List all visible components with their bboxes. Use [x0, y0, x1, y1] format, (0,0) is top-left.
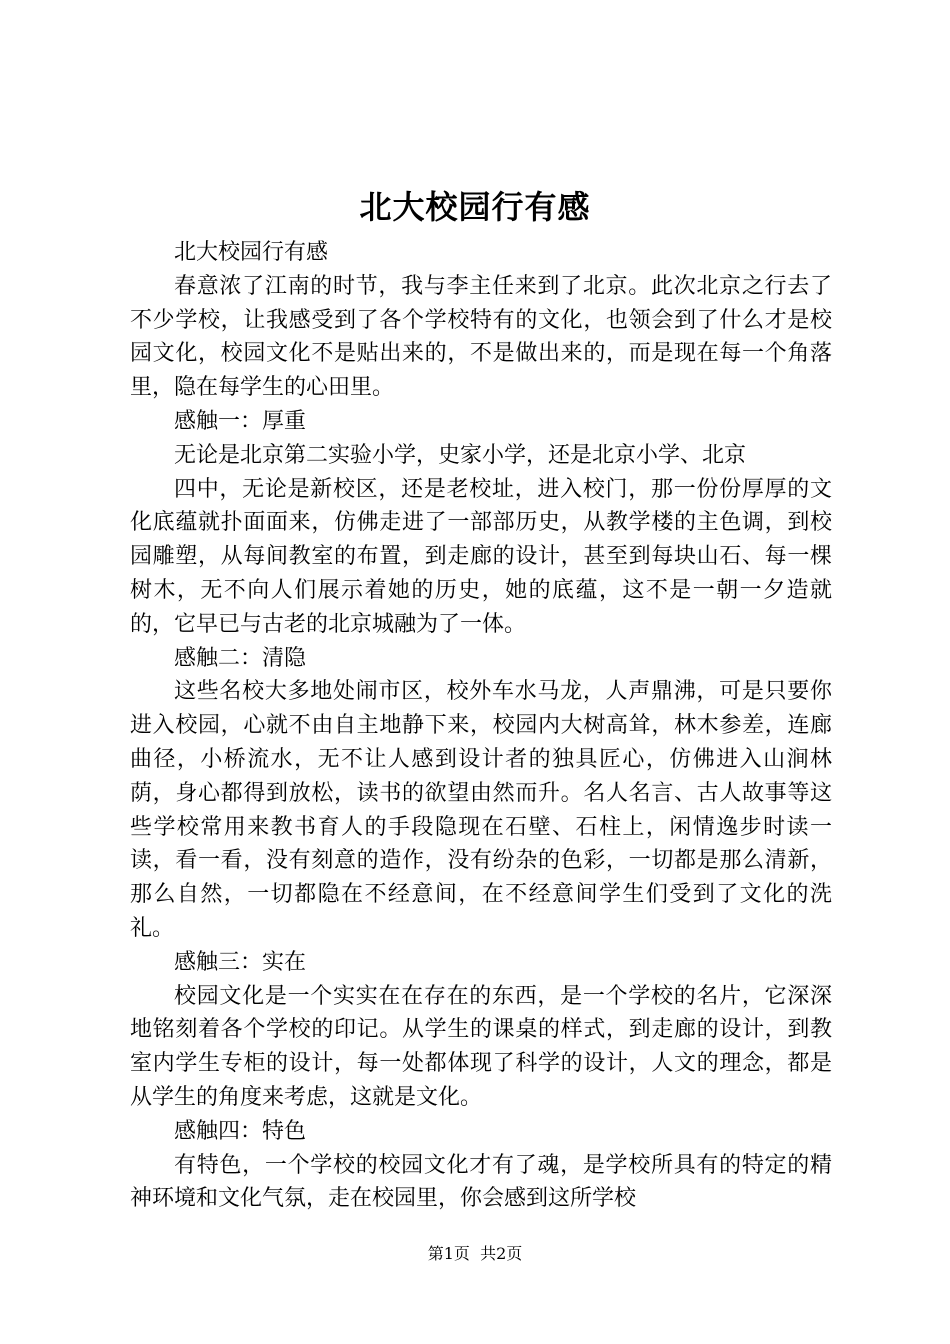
body-paragraph: 无论是北京第二实验小学，史家小学，还是北京小学、北京: [174, 442, 747, 468]
document-body: [130, 236, 832, 1216]
body-paragraph: 校园文化是一个实实在在存在的东西，是一个学校的名片，它深深地铭刻着各个学校的印记。从学生的课桌的样式，到走廊的设计，到教室内学生专柜的设计，每一处都体现了科学的设计，人文的理念，都是从学生的角度来考虑，这就是文化。: [130, 983, 832, 1110]
page-title: 北大校园行有感: [359, 188, 591, 226]
section-heading: 感触一：厚重: [174, 408, 307, 434]
subtitle-paragraph: 北大校园行有感: [174, 240, 329, 265]
page-footer: 第1页 共2页: [427, 1244, 523, 1263]
section-heading: 感触三：实在: [174, 949, 307, 975]
section-heading: 感触四：特色: [174, 1118, 307, 1144]
body-paragraph: 四中，无论是新校区，还是老校址，进入校门，那一份份厚厚的文化底蕴就扑面面来，仿佛走进了一部部历史，从教学楼的主色调，到校园雕塑，从每间教室的布置，到走廊的设计，甚至到每块山石、每一棵树木，无不向人们展示着她的历史，她的底蕴，这不是一朝一夕造就的，它早已与古老的北京城融为了一体。: [130, 476, 832, 637]
body-paragraph: 有特色，一个学校的校园文化才有了魂，是学校所具有的特定的精神环境和文化气氛，走在校园里，你会感到这所学校: [130, 1152, 832, 1212]
section-heading: 感触二：清隐: [174, 645, 307, 671]
body-paragraph: 这些名校大多地处闹市区，校外车水马龙，人声鼎沸，可是只要你进入校园，心就不由自主地静下来，校园内大树高耸，林木参差，连廊曲径，小桥流水，无不让人感到设计者的独具匠心，仿佛进入山涧林荫，身心都得到放松，读书的欲望由然而升。名人名言、古人故事等这些学校常用来教书育人的手段隐现在石壁、石柱上，闲情逸步时读一读，看一看，没有刻意的造作，没有纷杂的色彩，一切都是那么清新，那么自然，一切都隐在不经意间，在不经意间学生们受到了文化的洗礼。: [130, 679, 832, 941]
body-paragraph: 春意浓了江南的时节，我与李主任来到了北京。此次北京之行去了不少学校，让我感受到了各个学校特有的文化，也领会到了什么才是校园文化，校园文化不是贴出来的，不是做出来的，而是现在每一个角落里，隐在每学生的心田里。: [130, 273, 832, 401]
